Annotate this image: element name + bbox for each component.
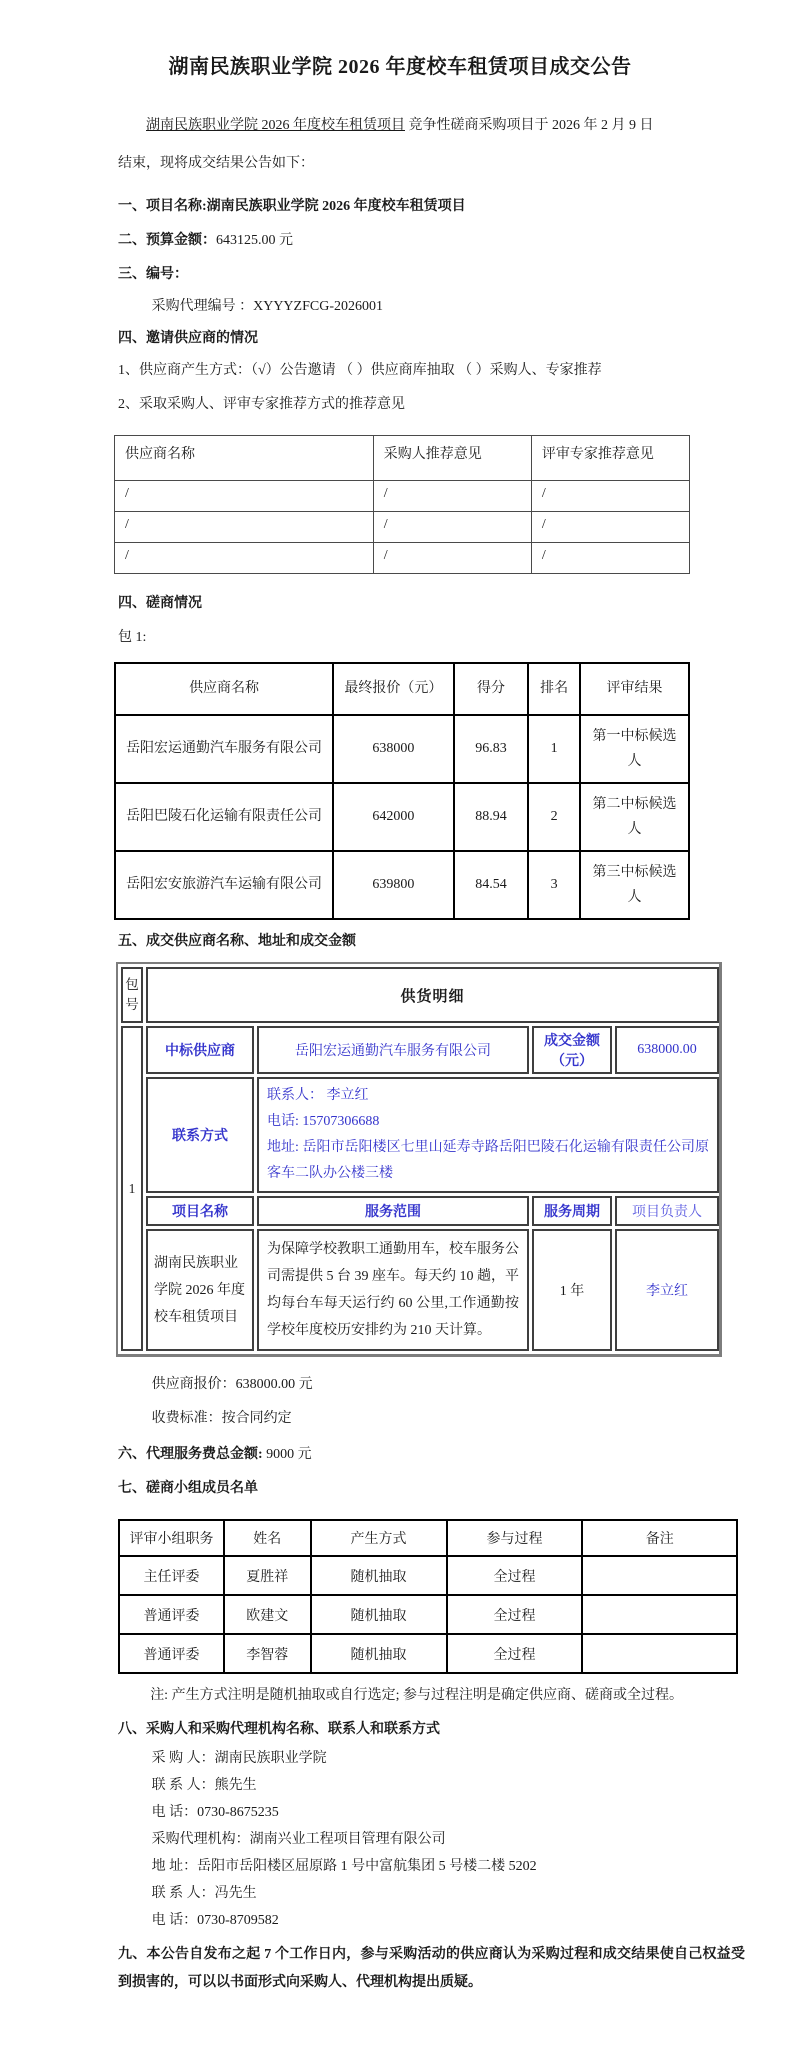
- participation-cell: 全过程: [447, 1634, 583, 1673]
- header-supplier-name: 供应商名称: [115, 436, 374, 481]
- table-header-row: [115, 663, 689, 715]
- service-period-cell: 1 年: [532, 1229, 612, 1351]
- method-cell: 随机抽取: [311, 1556, 447, 1595]
- header-project-name: 项目名称: [146, 1196, 254, 1226]
- header-name: 姓名: [224, 1520, 311, 1556]
- rank-cell: 3: [528, 851, 580, 919]
- header-selection-method: 产生方式: [311, 1520, 447, 1556]
- budget-value: 643125.00 元: [216, 233, 293, 248]
- result-cell: 第二中标候选人: [580, 783, 689, 851]
- table-row: [119, 1556, 737, 1595]
- header-service-period: 服务周期: [532, 1196, 612, 1226]
- section-4-invited-suppliers: 四、邀请供应商的情况: [118, 331, 258, 346]
- participation-cell: 全过程: [447, 1595, 583, 1634]
- recommendation-table: [114, 435, 690, 574]
- winner-row: [121, 1026, 719, 1074]
- contact-row: [121, 1077, 719, 1193]
- method-cell: 随机抽取: [311, 1634, 447, 1673]
- purchaser-line: 采 购 人：湖南民族职业学院: [151, 1751, 327, 1766]
- panel-member-table: [118, 1519, 738, 1674]
- result-cell: 第一中标候选人: [580, 715, 689, 783]
- document-body: [0, 107, 800, 2047]
- result-cell: 第三中标候选人: [580, 851, 689, 919]
- remarks-cell: [582, 1634, 737, 1673]
- section-1-project-name: 一、项目名称:湖南民族职业学院 2026 年度校车租赁项目: [118, 199, 466, 214]
- header-participation: 参与过程: [447, 1520, 583, 1556]
- price-cell: 642000: [333, 783, 454, 851]
- project-header-row: [121, 1196, 719, 1226]
- intro-line2: 结束，现将成交结果公告如下：: [118, 156, 314, 171]
- supplier-name-cell: 岳阳宏运通勤汽车服务有限公司: [115, 715, 333, 783]
- agency-fee-value: 9000 元: [266, 1447, 312, 1462]
- panel-note: 注: 产生方式注明是随机抽取或自行选定; 参与过程注明是确定供应商、磋商或全过程。: [150, 1688, 683, 1703]
- supplier-name-cell: 岳阳宏安旅游汽车运输有限公司: [115, 851, 333, 919]
- purchaser-contact-line: 联 系 人：熊先生: [151, 1778, 257, 1793]
- service-scope-cell: 为保障学校教职工通勤用车，校车服务公司需提供 5 台 39 座车。每天约 10 趟，平均每台车每天运行约 60 公里,工作通勤按学校年度校历安排约为 210 天计算。: [257, 1229, 529, 1351]
- supplier-quote-line: 供应商报价：638000.00 元: [151, 1377, 313, 1392]
- role-cell: 主任评委: [119, 1556, 224, 1595]
- section-5-award: 五、成交供应商名称、地址和成交金额: [118, 934, 356, 949]
- amount-value: 638000.00: [615, 1026, 719, 1074]
- agency-line: 采购代理机构：湖南兴业工程项目管理有限公司: [151, 1832, 446, 1847]
- contact-info: [257, 1077, 719, 1193]
- contact-address: 地址: 岳阳市岳阳楼区七里山延寿寺路岳阳巴陵石化运输有限责任公司原客车二队办公楼三楼: [267, 1140, 710, 1181]
- cell: /: [531, 481, 689, 512]
- project-name-underlined: 湖南民族职业学院 2026 年度校车租赁项目: [146, 118, 405, 133]
- header-service-scope: 服务范围: [257, 1196, 529, 1226]
- recommendation-line: 2、采取采购人、评审专家推荐方式的推荐意见: [118, 397, 405, 412]
- cell: /: [115, 543, 374, 574]
- header-project-manager: 项目负责人: [615, 1196, 719, 1226]
- table-header-row: [119, 1520, 737, 1556]
- header-expert-opinion: 评审专家推荐意见: [531, 436, 689, 481]
- role-cell: 普通评委: [119, 1634, 224, 1673]
- section-9-objection: 九、本公告自发布之起 7 个工作日内，参与采购活动的供应商认为采购过程和成交结果使自己权益受到损害的，可以以书面形式向采购人、代理机构提出质疑。: [118, 1947, 745, 1990]
- score-cell: 96.83: [454, 715, 529, 783]
- cell: /: [373, 481, 531, 512]
- supplier-name-cell: 岳阳巴陵石化运输有限责任公司: [115, 783, 333, 851]
- table-row: [115, 543, 690, 574]
- header-score: 得分: [454, 663, 529, 715]
- rank-cell: 1: [528, 715, 580, 783]
- score-cell: 88.94: [454, 783, 529, 851]
- agency-fee-label: 六、代理服务费总金额:: [118, 1447, 263, 1462]
- cell: /: [373, 543, 531, 574]
- score-cell: 84.54: [454, 851, 529, 919]
- agency-contact-line: 联 系 人：冯先生: [151, 1886, 257, 1901]
- table-row: [115, 512, 690, 543]
- cell: /: [115, 512, 374, 543]
- table-row: [119, 1595, 737, 1634]
- contact-person: 联系人： 李立红: [267, 1088, 369, 1103]
- section-8-contacts: 八、采购人和采购代理机构名称、联系人和联系方式: [118, 1722, 440, 1737]
- project-name-cell: 湖南民族职业学院 2026 年度校车租赁项目: [146, 1229, 254, 1351]
- section-4b-negotiation: 四、磋商情况: [118, 596, 202, 611]
- award-detail-table-frame: [116, 962, 722, 1357]
- supply-detail-header: 供货明细: [146, 967, 719, 1023]
- header-review-result: 评审结果: [580, 663, 689, 715]
- header-remarks: 备注: [582, 1520, 737, 1556]
- project-manager-cell: 李立红: [615, 1229, 719, 1351]
- contact-label: 联系方式: [146, 1077, 254, 1193]
- project-row: [121, 1229, 719, 1351]
- role-cell: 普通评委: [119, 1595, 224, 1634]
- participation-cell: 全过程: [447, 1556, 583, 1595]
- table-header-row: [115, 436, 690, 481]
- name-cell: 李智蓉: [224, 1634, 311, 1673]
- table-header-row: [121, 967, 719, 1023]
- rank-cell: 2: [528, 783, 580, 851]
- winner-label: 中标供应商: [146, 1026, 254, 1074]
- agency-address-line: 地 址：岳阳市岳阳楼区屈原路 1 号中富航集团 5 号楼二楼 5202: [151, 1859, 537, 1874]
- method-cell: 随机抽取: [311, 1595, 447, 1634]
- table-row: [115, 783, 689, 851]
- cell: /: [531, 512, 689, 543]
- header-supplier-name: 供应商名称: [115, 663, 333, 715]
- table-row: [115, 481, 690, 512]
- supplier-source-line: 1、供应商产生方式：（√）公告邀请 （ ）供应商库抽取 （ ）采购人、专家推荐: [118, 363, 602, 378]
- amount-label: 成交金额（元）: [532, 1026, 612, 1074]
- package-label: 包 1:: [118, 630, 147, 645]
- contact-phone: 电话: 15707306688: [267, 1114, 380, 1129]
- header-final-price: 最终报价（元）: [333, 663, 454, 715]
- price-cell: 639800: [333, 851, 454, 919]
- cell: /: [115, 481, 374, 512]
- negotiation-result-table: [114, 662, 690, 920]
- table-row: [115, 851, 689, 919]
- section-3-number: 三、编号：: [118, 267, 188, 282]
- remarks-cell: [582, 1556, 737, 1595]
- fee-standard-line: 收费标准：按合同约定: [151, 1411, 292, 1426]
- section-7-panel: 七、磋商小组成员名单: [118, 1481, 258, 1496]
- award-detail-table: [118, 964, 722, 1354]
- section-6-agency-fee: [118, 1445, 745, 1465]
- intro-paragraph: [118, 107, 745, 183]
- section-2-budget: [118, 231, 745, 251]
- agency-phone-line: 电 话：0730-8709582: [151, 1913, 279, 1928]
- page-title: 湖南民族职业学院 2026 年度校车租赁项目成交公告: [168, 56, 632, 78]
- cell: /: [373, 512, 531, 543]
- remarks-cell: [582, 1595, 737, 1634]
- name-cell: 夏胜祥: [224, 1556, 311, 1595]
- cell: /: [531, 543, 689, 574]
- package-number-cell: 1: [121, 1026, 143, 1351]
- name-cell: 欧建文: [224, 1595, 311, 1634]
- budget-label: 二、预算金额：: [118, 233, 216, 248]
- package-number-header: 包号: [121, 967, 143, 1023]
- purchaser-phone-line: 电 话：0730-8675235: [151, 1805, 279, 1820]
- winner-name: 岳阳宏运通勤汽车服务有限公司: [257, 1026, 529, 1074]
- table-row: [115, 715, 689, 783]
- header-purchaser-opinion: 采购人推荐意见: [373, 436, 531, 481]
- header-rank: 排名: [528, 663, 580, 715]
- table-row: [119, 1634, 737, 1673]
- intro-text: 竞争性磋商采购项目于 2026 年 2 月 9 日: [405, 118, 654, 133]
- header-panel-role: 评审小组职务: [119, 1520, 224, 1556]
- price-cell: 638000: [333, 715, 454, 783]
- agency-code-line: 采购代理编号 ：XYYYZFCG-2026001: [151, 299, 383, 314]
